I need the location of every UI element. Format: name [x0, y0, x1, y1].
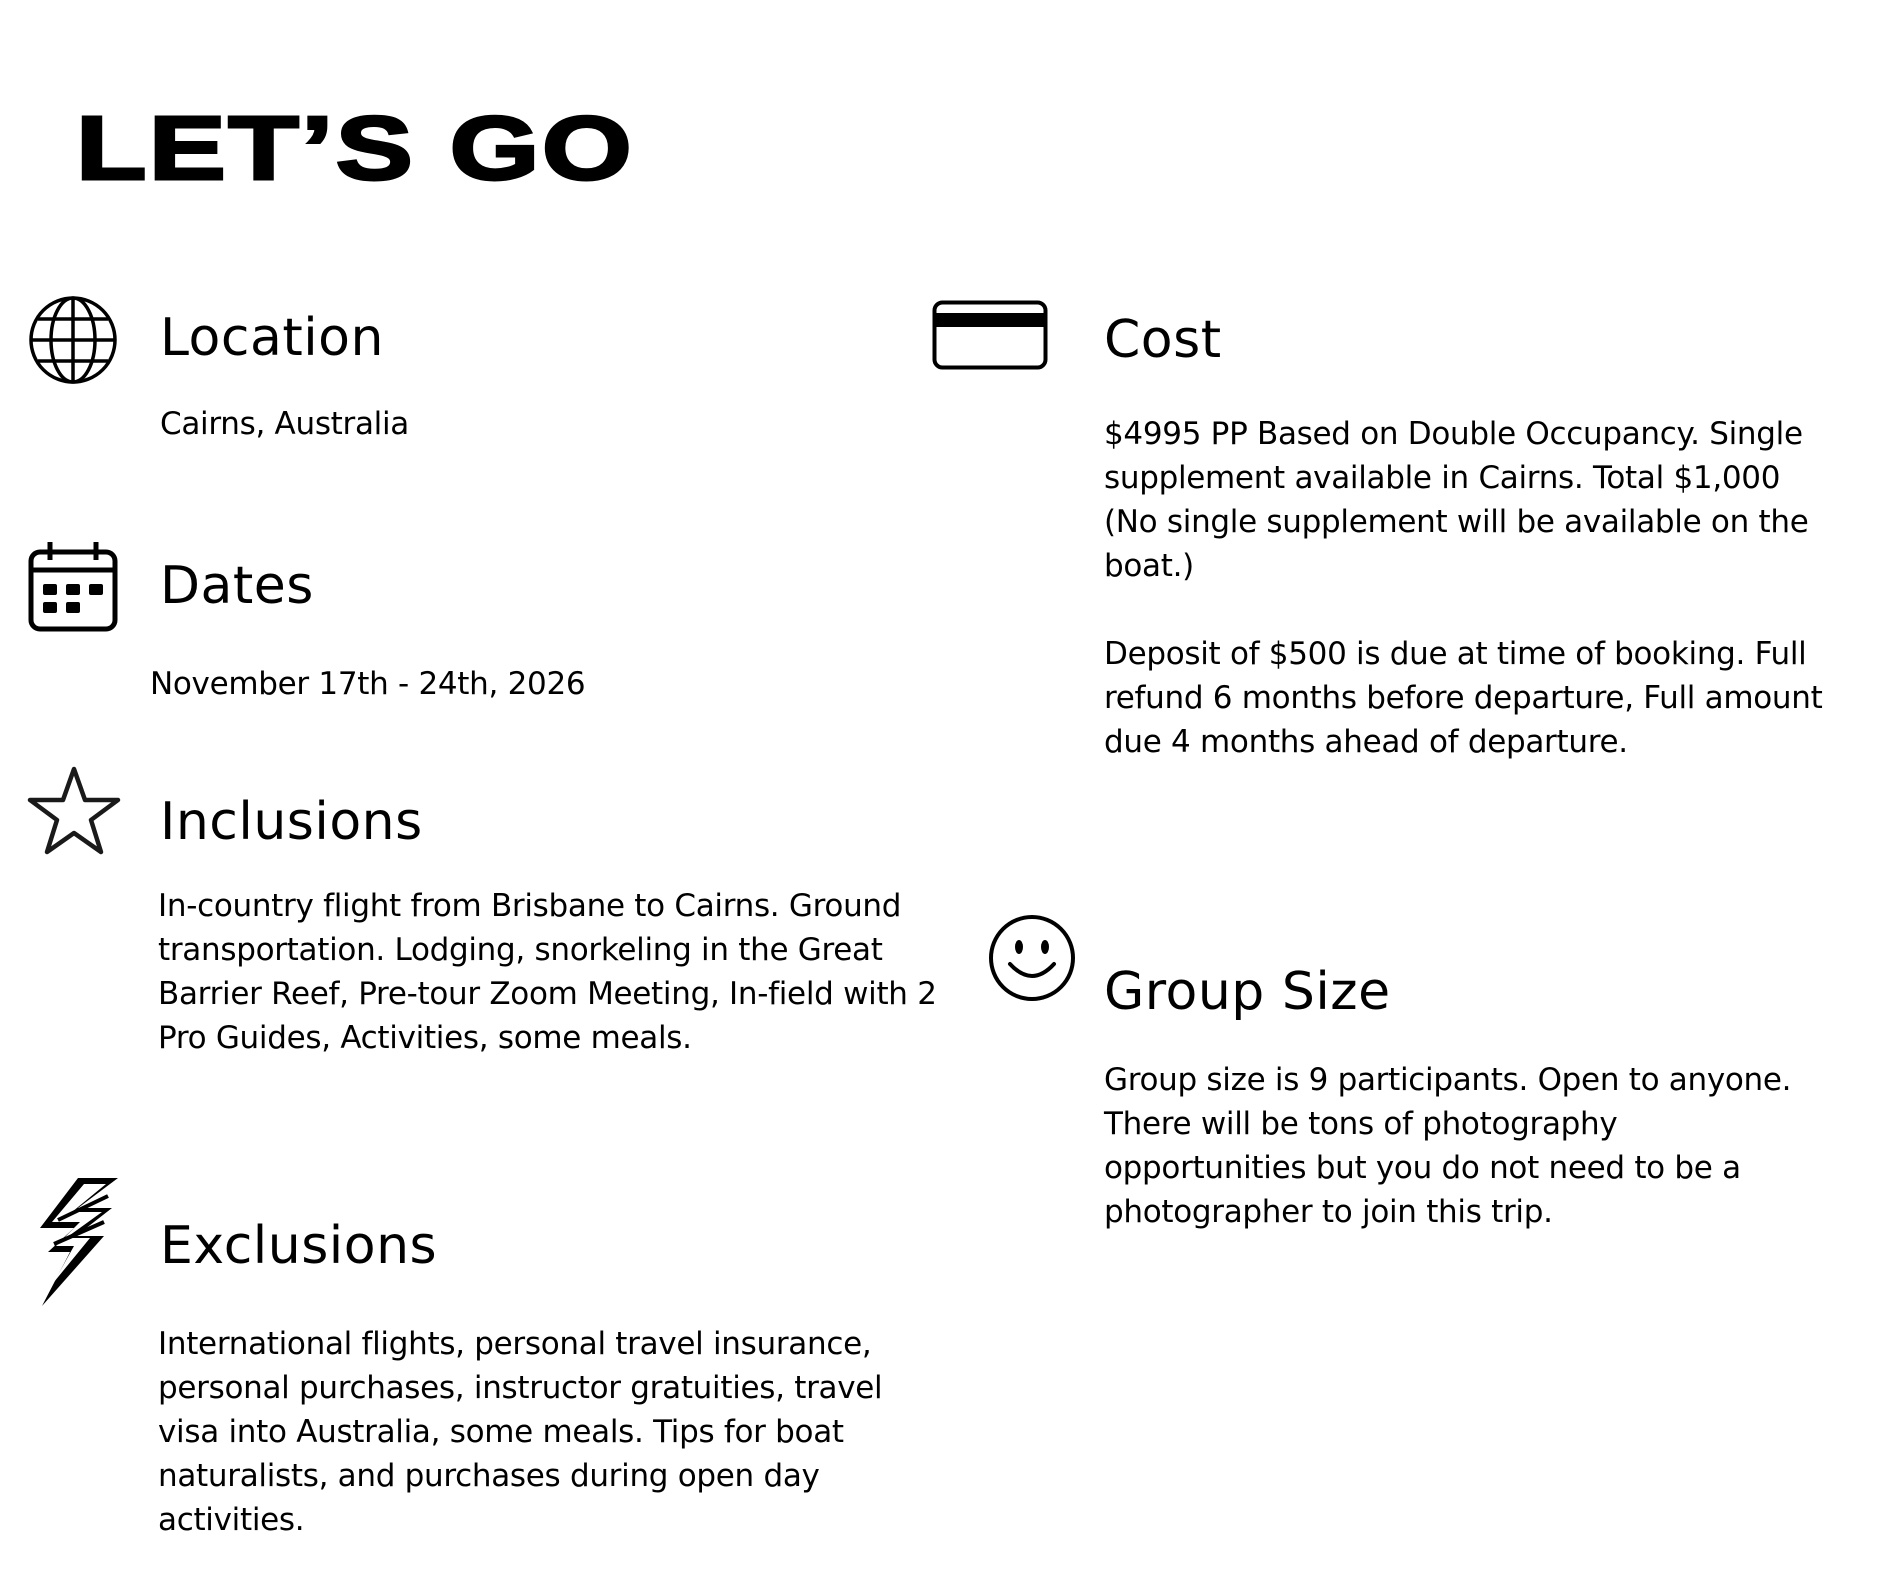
lightning-bolt-icon — [38, 1178, 120, 1308]
dates-text: November 17th - 24th, 2026 — [150, 666, 586, 702]
dates-heading: Dates — [160, 556, 314, 616]
inclusions-text: In-country flight from Brisbane to Cairns. Ground transportation. Lodging, snorkeling in the Great Barrier Reef, Pre-tour Zoom Meeting, In-field with 2 Pro Guides, Activities, some meals. — [158, 888, 937, 1056]
location-text: Cairns, Australia — [160, 406, 409, 442]
globe-icon — [28, 295, 118, 385]
exclusions-text: International flights, personal travel insurance, personal purchases, instructor gratuities, travel visa into Australia, some meals. Tips for boat naturalists, and purchases during open day activities. — [158, 1326, 883, 1538]
page-title: LET’S GO — [76, 99, 635, 199]
credit-card-icon — [932, 300, 1048, 370]
cost-boat-note-text: (No single supplement will be available on the boat.) — [1104, 504, 1809, 584]
cost-text — [1104, 412, 1824, 764]
inclusions-heading: Inclusions — [160, 792, 423, 852]
location-heading: Location — [160, 308, 384, 368]
group-size-text: Group size is 9 participants. Open to anyone. There will be tons of photography opportunities but you do not need to be a photographer to join this trip. — [1104, 1062, 1792, 1230]
smiley-face-icon — [988, 914, 1076, 1002]
cost-price-text: $4995 PP Based on Double Occupancy. Single supplement available in Cairns. Total $1,000 — [1104, 416, 1803, 496]
calendar-icon — [28, 540, 118, 632]
star-icon — [26, 764, 122, 856]
cost-heading: Cost — [1104, 310, 1222, 370]
exclusions-heading: Exclusions — [160, 1216, 438, 1276]
cost-deposit-text: Deposit of $500 is due at time of booking. Full refund 6 months before departure, Full amount due 4 months ahead of departure. — [1104, 636, 1823, 760]
group-size-heading: Group Size — [1104, 962, 1391, 1022]
